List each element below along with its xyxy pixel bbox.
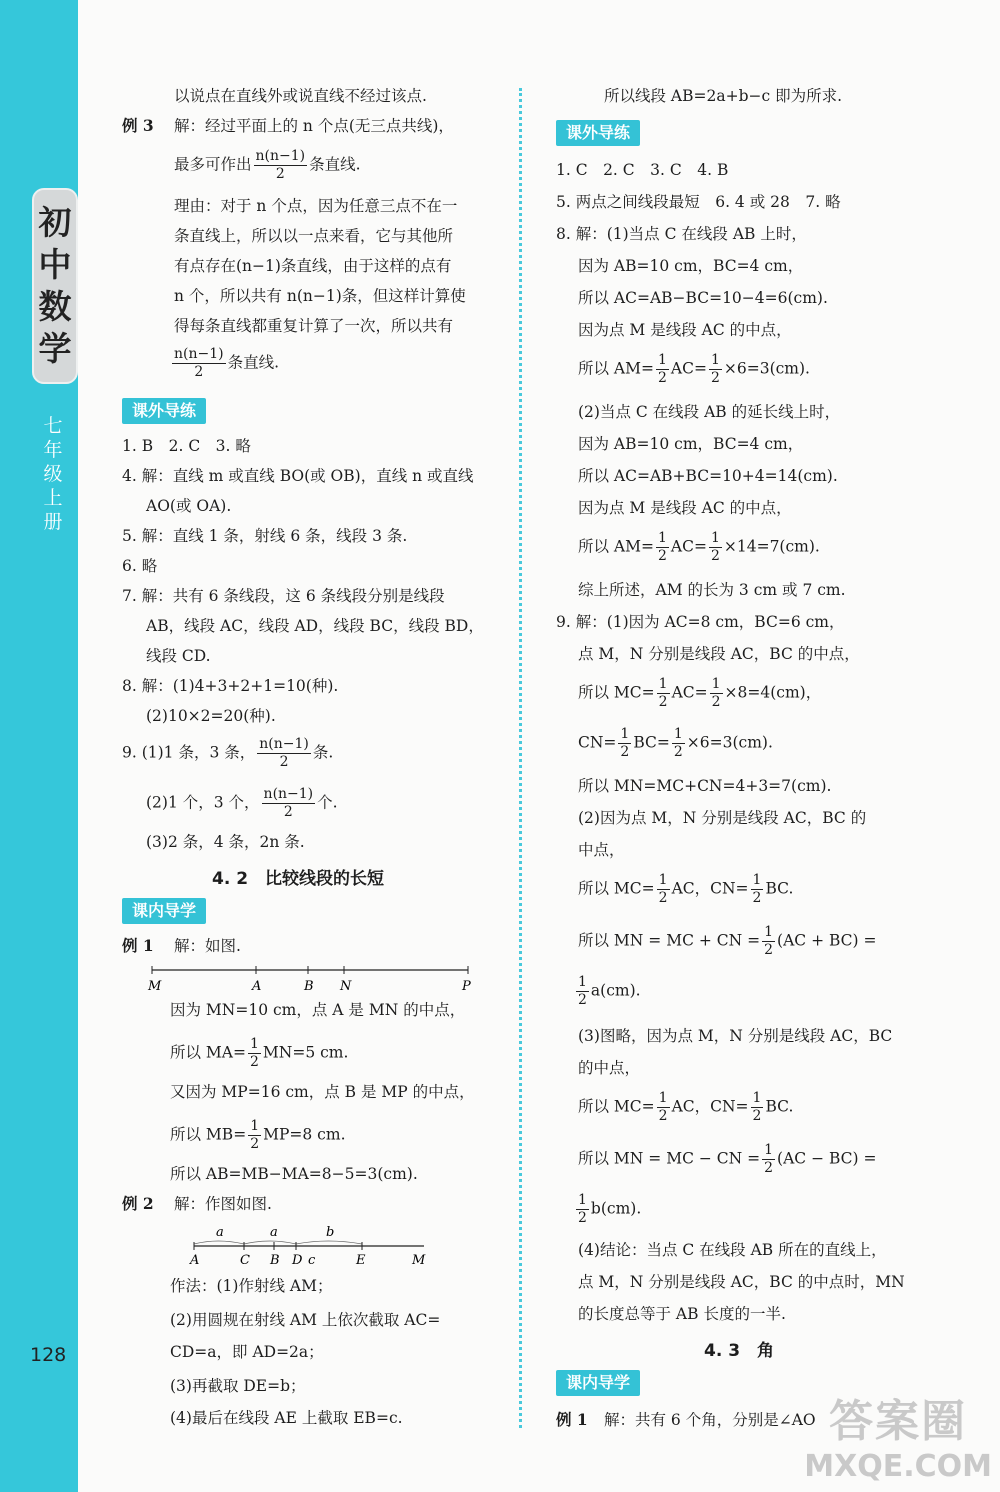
point-label: P — [462, 979, 471, 994]
text-line: 解：如图. — [174, 937, 241, 955]
length-label: b — [326, 1225, 335, 1240]
text-line: 又因为 MP=16 cm，点 B 是 MP 的中点， — [170, 1083, 475, 1101]
denominator: 2 — [249, 1054, 259, 1070]
formula-line — [578, 676, 821, 711]
formula-line — [578, 872, 793, 907]
text: 条直线. — [309, 155, 361, 174]
segment-diagram — [146, 960, 476, 996]
text: AC= — [671, 683, 708, 702]
answer-line: 4. 解：直线 m 或直线 BO(或 OB)，直线 n 或直线 — [122, 467, 474, 485]
answer-line: AO(或 OA). — [146, 497, 232, 515]
text-line: (2)因为点 M，N 分别是线段 AC，BC 的 — [578, 809, 867, 827]
text-line: 点 M，N 分别是线段 AC，BC 的中点时，MN — [578, 1273, 905, 1291]
answer-line: (2)10×2=20(种). — [146, 707, 276, 725]
numerator: 1 — [249, 1036, 259, 1052]
text-line: 所以 AC=AB−BC=10−4=6(cm). — [578, 289, 828, 307]
point-label: D — [292, 1253, 303, 1268]
denominator: 2 — [673, 744, 683, 760]
text-line: 所以 MN=MC+CN=4+3=7(cm). — [578, 777, 832, 795]
text: 所以 AM= — [578, 537, 654, 556]
fraction — [751, 872, 764, 907]
answer-line: 5. 两点之间线段最短 6. 4 或 28 7. 略 — [556, 193, 841, 211]
text-line: 有点存在(n−1)条直线，由于这样的点有 — [174, 257, 452, 275]
numerator: 1 — [764, 1142, 774, 1158]
denominator: 2 — [658, 890, 668, 906]
text: MP=8 cm. — [263, 1125, 346, 1144]
text: ×6=3(cm). — [723, 359, 810, 378]
fraction — [618, 726, 631, 761]
text: 所以 MC= — [578, 879, 655, 898]
fraction — [576, 1192, 589, 1227]
grade-label — [38, 414, 68, 534]
text: AC= — [670, 359, 707, 378]
formula-line — [170, 1036, 348, 1071]
text-line: 因为 AB=10 cm，BC=4 cm， — [578, 257, 804, 275]
answer-line: 7. 解：共有 6 条线段，这 6 条线段分别是线段 — [122, 587, 445, 605]
text: ×6=3(cm). — [686, 733, 773, 752]
formula-line — [578, 1090, 793, 1125]
point-label: M — [412, 1253, 426, 1268]
answer-line: (3)2 条，4 条，2n 条. — [146, 833, 305, 851]
text-line: 的长度总等于 AB 长度的一半. — [578, 1305, 786, 1323]
text-line: 因为 MN=10 cm，点 A 是 MN 的中点， — [170, 1001, 466, 1019]
formula-line — [174, 148, 361, 183]
fraction — [709, 530, 722, 565]
denominator: 2 — [764, 942, 774, 958]
text: 所以 MN = MC − CN = — [578, 1149, 761, 1168]
text: b(cm). — [590, 1199, 642, 1218]
length-label: a — [270, 1225, 278, 1240]
text-line: (2)当点 C 在线段 AB 的延长线上时， — [578, 403, 841, 421]
grade-char: 七 — [43, 415, 63, 437]
page-number: 128 — [30, 1344, 67, 1366]
text: 个. — [317, 793, 338, 812]
point-label: A — [190, 1253, 200, 1268]
example-label: 例 1 — [556, 1410, 588, 1429]
numerator: 1 — [658, 676, 668, 692]
text-line: 的中点， — [578, 1059, 641, 1077]
length-label: c — [308, 1253, 316, 1268]
watermark-url: MXQE.COM — [804, 1449, 992, 1484]
numerator: 1 — [658, 872, 668, 888]
denominator: 2 — [250, 1136, 260, 1152]
text: 最多可作出 — [174, 155, 252, 174]
fraction — [762, 924, 775, 959]
denominator: 2 — [710, 370, 720, 386]
watermark — [804, 1385, 992, 1484]
fraction — [657, 872, 670, 907]
formula-line — [170, 1118, 346, 1153]
text: AC= — [670, 537, 707, 556]
section-tag: 课内导学 — [556, 1370, 640, 1396]
text-line: 得每条直线都重复计算了一次，所以共有 — [174, 317, 454, 335]
numerator: 1 — [578, 974, 587, 990]
point-label: B — [304, 979, 314, 994]
text-line: 中点， — [578, 841, 625, 859]
text: ×14=7(cm). — [723, 537, 820, 556]
formula-line — [146, 786, 338, 821]
denominator: 2 — [279, 754, 289, 770]
numerator: 1 — [250, 1118, 260, 1134]
fraction — [248, 1036, 261, 1071]
denominator: 2 — [657, 548, 667, 564]
title-char: 学 — [38, 329, 72, 368]
denominator: 2 — [578, 992, 587, 1008]
fraction — [657, 1090, 670, 1125]
numerator: 1 — [752, 872, 762, 888]
numerator: 1 — [657, 530, 667, 546]
fraction — [254, 148, 308, 183]
text: (AC − BC) = — [777, 1149, 877, 1168]
fraction — [751, 1090, 764, 1125]
text-line: 所以线段 AB=2a+b−c 即为所求. — [604, 87, 843, 105]
text: 9. (1)1 条，3 条， — [122, 743, 256, 762]
text: BC. — [765, 879, 794, 898]
fraction — [762, 1142, 775, 1177]
title-char: 数 — [38, 287, 72, 326]
formula-line — [578, 1142, 877, 1177]
fraction — [576, 974, 589, 1009]
text-line: 因为 AB=10 cm，BC=4 cm， — [578, 435, 804, 453]
grade-char: 册 — [43, 511, 63, 533]
watermark-text: 答案圈 — [829, 1396, 968, 1447]
text-line: 理由：对于 n 个点，因为任意三点不在一 — [174, 197, 458, 215]
numerator: 1 — [673, 726, 683, 742]
text: 所以 MC= — [578, 683, 655, 702]
grade-char: 上 — [43, 487, 63, 509]
text-line: 因为点 M 是线段 AC 的中点， — [578, 499, 792, 517]
text-line: (2)用圆规在射线 AM 上依次截取 AC= — [170, 1311, 441, 1329]
formula-line — [578, 352, 810, 387]
section-heading: 4. 2 比较线段的长短 — [212, 869, 385, 889]
text: BC= — [633, 733, 670, 752]
text-line: 以说点在直线外或说直线不经过该点. — [174, 87, 427, 105]
point-label: E — [356, 1253, 366, 1268]
fraction — [656, 530, 669, 565]
numerator: 1 — [764, 924, 774, 940]
denominator: 2 — [657, 370, 667, 386]
title-char: 中 — [38, 245, 72, 284]
fraction — [248, 1118, 261, 1153]
length-label: a — [216, 1225, 224, 1240]
point-label: N — [340, 979, 352, 994]
text: AC，CN= — [671, 879, 749, 898]
text: MN=5 cm. — [262, 1043, 349, 1062]
text-line: (4)结论：当点 C 在线段 AB 所在的直线上， — [578, 1241, 887, 1259]
text: a(cm). — [590, 981, 641, 1000]
text: (AC + BC) = — [777, 931, 877, 950]
grade-char: 年 — [43, 439, 63, 461]
text: 所以 MA= — [170, 1043, 246, 1062]
example-label: 例 2 — [122, 1194, 154, 1213]
example-label: 例 3 — [122, 116, 154, 135]
answer-line: 线段 CD. — [146, 647, 211, 665]
text-line: 解：作图如图. — [174, 1195, 272, 1213]
answer-line: 6. 略 — [122, 557, 158, 575]
text: 所以 MN = MC + CN = — [578, 931, 761, 950]
text-line: 条直线上，所以以一点来看，它与其他所 — [174, 227, 454, 245]
fraction — [709, 352, 722, 387]
denominator: 2 — [752, 890, 762, 906]
formula-line — [578, 530, 820, 565]
answer-line: 8. 解：(1)4+3+2+1=10(种). — [122, 677, 339, 695]
grade-char: 级 — [43, 463, 63, 485]
answer-line: 8. 解：(1)当点 C 在线段 AB 上时， — [556, 225, 807, 243]
text-line: 点 M，N 分别是线段 AC，BC 的中点， — [578, 645, 860, 663]
answer-line: 1. C 2. C 3. C 4. B — [556, 161, 729, 179]
book-title — [32, 188, 78, 384]
point-label: B — [270, 1253, 280, 1268]
denominator: 2 — [752, 1108, 762, 1124]
numerator: n(n−1) — [259, 736, 309, 752]
text-line: (4)最后在线段 AE 上截取 EB=c. — [170, 1409, 403, 1427]
point-label: A — [252, 979, 262, 994]
text: (2)1 个，3 个， — [146, 793, 260, 812]
point-label: M — [148, 979, 162, 994]
text: AC，CN= — [671, 1097, 749, 1116]
text: 所以 AM= — [578, 359, 654, 378]
formula-line — [578, 924, 877, 959]
text-line: 解：共有 6 个角，分别是∠AO — [604, 1411, 816, 1429]
denominator: 2 — [194, 364, 204, 380]
answer-line: 5. 解：直线 1 条，射线 6 条，线段 3 条. — [122, 527, 408, 545]
numerator: 1 — [578, 1192, 587, 1208]
title-char: 初 — [38, 203, 72, 242]
text-line: CD=a，即 AD=2a； — [170, 1343, 324, 1361]
answer-line: AB，线段 AC，线段 AD，线段 BC，线段 BD， — [146, 617, 484, 635]
numerator: 1 — [657, 352, 667, 368]
section-tag: 课外导练 — [556, 120, 640, 146]
denominator: 2 — [620, 744, 630, 760]
section-tag: 课外导练 — [122, 398, 206, 424]
column-divider — [519, 88, 522, 1428]
fraction — [657, 676, 670, 711]
fraction — [672, 726, 685, 761]
denominator: 2 — [711, 694, 721, 710]
text: 所以 MC= — [578, 1097, 655, 1116]
point-label: C — [240, 1253, 250, 1268]
answer-line: 9. 解：(1)因为 AC=8 cm，BC=6 cm， — [556, 613, 845, 631]
denominator: 2 — [764, 1160, 774, 1176]
text-line: n 个，所以共有 n(n−1)条，但这样计算使 — [174, 287, 466, 305]
denominator: 2 — [275, 166, 285, 182]
formula-line — [574, 974, 641, 1009]
text-line: (3)再截取 DE=b； — [170, 1377, 306, 1395]
denominator: 2 — [658, 694, 668, 710]
numerator: n(n−1) — [263, 786, 314, 802]
denominator: 2 — [658, 1108, 668, 1124]
fraction — [257, 736, 311, 771]
denominator: 2 — [578, 1210, 587, 1226]
formula-line — [122, 736, 333, 771]
numerator: n(n−1) — [255, 148, 306, 164]
arc — [194, 1241, 362, 1244]
text: 所以 MB= — [170, 1125, 247, 1144]
text: 条. — [312, 743, 334, 762]
numerator: 1 — [620, 726, 630, 742]
formula-line — [574, 1192, 641, 1227]
text-line: 综上所述，AM 的长为 3 cm 或 7 cm. — [578, 581, 846, 599]
numerator: 1 — [711, 676, 721, 692]
text-line: 作法：(1)作射线 AM； — [170, 1277, 333, 1295]
text-line: 因为点 M 是线段 AC 的中点， — [578, 321, 792, 339]
fraction — [172, 346, 226, 381]
answer-line: 1. B 2. C 3. 略 — [122, 437, 251, 455]
text: ×8=4(cm)， — [724, 683, 822, 702]
text: BC. — [765, 1097, 794, 1116]
numerator: n(n−1) — [174, 346, 224, 362]
formula-line — [170, 346, 279, 381]
numerator: 1 — [710, 530, 720, 546]
text-line: 所以 AC=AB+BC=10+4=14(cm). — [578, 467, 838, 485]
section-heading: 4. 3 角 — [704, 1341, 775, 1361]
text: 条直线. — [227, 353, 280, 372]
fraction — [262, 786, 316, 821]
text-line: 解：经过平面上的 n 个点(无三点共线)， — [174, 117, 454, 135]
numerator: 1 — [710, 352, 720, 368]
formula-line — [578, 726, 773, 761]
fraction — [710, 676, 723, 711]
denominator: 2 — [710, 548, 720, 564]
numerator: 1 — [658, 1090, 668, 1106]
section-tag: 课内导学 — [122, 898, 206, 924]
text-line: 所以 AB=MB−MA=8−5=3(cm). — [170, 1165, 418, 1183]
construction-diagram — [188, 1222, 438, 1268]
text: CN= — [578, 733, 617, 752]
denominator: 2 — [283, 804, 293, 820]
numerator: 1 — [752, 1090, 762, 1106]
fraction — [656, 352, 669, 387]
text-line: (3)图略，因为点 M，N 分别是线段 AC，BC — [578, 1027, 893, 1045]
example-label: 例 1 — [122, 936, 154, 955]
